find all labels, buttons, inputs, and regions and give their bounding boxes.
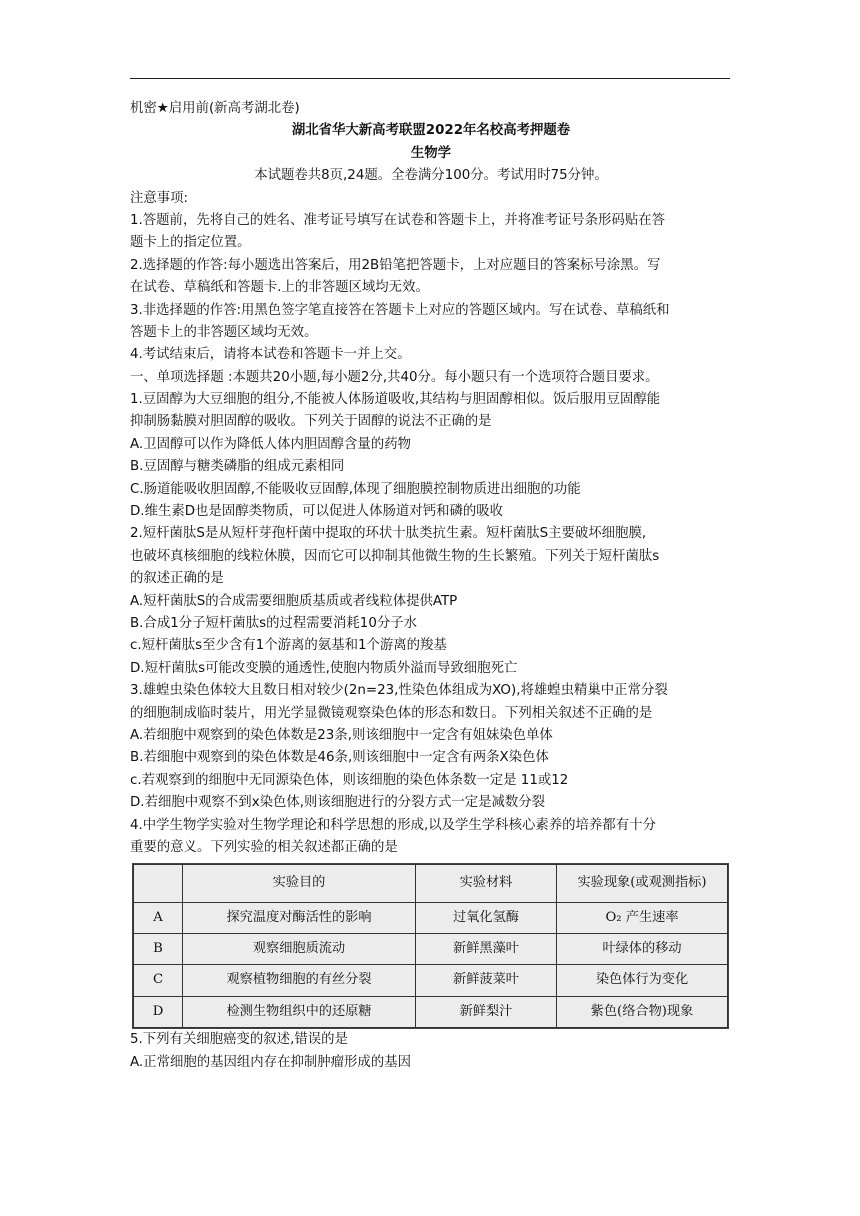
table-row <box>134 902 728 933</box>
confidential-label: 机密★启用前(新高考湖北卷) <box>130 101 300 116</box>
table-header-cell: 实验目的 <box>183 865 416 902</box>
exam-title: 湖北省华大新高考联盟2022年名校高考押题卷 <box>291 123 571 139</box>
question-line: 5.下列有关细胞癌变的叙述,错误的是 <box>130 1032 348 1048</box>
notice-line: 2.选择题的作答:每小题选出答案后，用2B铅笔把答题卡，上对应题目的答案标号涂黑。写 <box>130 257 661 273</box>
question-line: 的叙述正确的是 <box>130 571 224 587</box>
table-header-row <box>134 865 728 902</box>
question-line: c.若观察到的细胞中无同源染色体，则该细胞的染色体条数一定是 11或12 <box>130 772 569 788</box>
question-line: 抑制肠黏膜对胆固醇的吸收。下列关于固醇的说法不正确的是 <box>130 414 492 430</box>
question-line: C.肠道能吸收胆固醇,不能吸收豆固醇,体现了细胞膜控制物质进出细胞的功能 <box>130 481 581 497</box>
exam-info: 本试题卷共8页,24题。全卷满分100分。考试用时75分钟。 <box>254 168 608 184</box>
table-row <box>134 934 728 965</box>
question-line: A.卫固醇可以作为降低人体内胆固醇含量的药物 <box>130 436 411 452</box>
table-cell: 观察植物细胞的有丝分裂 <box>183 965 416 996</box>
notice-list <box>130 210 732 367</box>
question-line: 2.短杆菌肽S是从短杆芽孢杆菌中提取的环状十肽类抗生素。短杆菌肽S主要破坏细胞膜, <box>130 526 647 542</box>
notice-line: 3.非选择题的作答:用黑色签字笔直接答在答题卡上对应的答题区域内。写在试卷、草稿纸和 <box>130 302 670 318</box>
table-cell: 探究温度对酶活性的影响 <box>183 902 416 933</box>
table-cell: 观察细胞质流动 <box>183 934 416 965</box>
question-line: D.若细胞中观察不到x染色体,则该细胞进行的分裂方式一定是减数分裂 <box>130 795 546 811</box>
question-line: A.正常细胞的基因组内存在抑制肿瘤形成的基因 <box>130 1054 411 1070</box>
table-cell: 新鲜梨汁 <box>416 996 557 1027</box>
notice-line: 题卡上的指定位置。 <box>130 235 251 251</box>
table-row <box>134 965 728 996</box>
section-intro: 一、单项选择题 :本题共20小题,每小题2分,共40分。每小题只有一个选项符合题目要求。 <box>130 369 659 385</box>
question-line: 4.中学生物学实验对生物学理论和科学思想的形成,以及学生学科核心素养的培养都有十分 <box>130 817 656 833</box>
question-list-after-table <box>130 1029 732 1074</box>
table-cell: 过氧化氢酶 <box>416 902 557 933</box>
question-line: 3.雄蝗虫染色体较大且数日相对较少(2n=23,性染色体组成为XO),将雄蝗虫精巢中正常分裂 <box>130 683 668 699</box>
table-cell: B <box>134 934 183 965</box>
question-line: A.短杆菌肽S的合成需要细胞质基质或者线粒体提供ATP <box>130 593 458 609</box>
table-cell: 新鲜菠菜叶 <box>416 965 557 996</box>
exam-subject: 生物学 <box>410 145 452 161</box>
experiment-table <box>133 864 728 1028</box>
exam-page <box>130 98 732 1074</box>
question-line: B.豆固醇与糖类磷脂的组成元素相同 <box>130 459 345 475</box>
table-header-cell: 实验材料 <box>416 865 557 902</box>
question-line: B.合成1分子短杆菌肽s的过程需要消耗10分子水 <box>130 615 418 631</box>
question-line: B.若细胞中观察到的染色体数是46条,则该细胞中一定含有两条X染色体 <box>130 750 549 766</box>
notice-line: 1.答题前，先将自己的姓名、准考证号填写在试卷和答题卡上，并将准考证号条形码贴在答 <box>130 212 666 228</box>
table-cell: C <box>134 965 183 996</box>
table-cell: 检测生物组织中的还原糖 <box>183 996 416 1027</box>
question-list <box>130 389 732 859</box>
notice-heading: 注意事项: <box>130 190 189 206</box>
table-cell: O₂ 产生速率 <box>557 902 728 933</box>
table-cell: 紫色(络合物)现象 <box>557 996 728 1027</box>
question-line: D.短杆菌肽s可能改变膜的通透性,使胞内物质外溢而导致细胞死亡 <box>130 660 518 676</box>
question-line: D.维生素D也是固醇类物质，可以促进人体肠道对钙和磷的吸收 <box>130 504 504 520</box>
table-header-cell: 实验现象(或观测指标) <box>557 865 728 902</box>
top-rule <box>130 78 730 79</box>
question-line: A.若细胞中观察到的染色体数是23条,则该细胞中一定含有姐妹染色单体 <box>130 727 553 743</box>
table-cell: A <box>134 902 183 933</box>
table-header-cell <box>134 865 183 902</box>
notice-line: 答题卡上的非答题区域均无效。 <box>130 324 318 340</box>
question-line: 重要的意义。下列实验的相关叙述都正确的是 <box>130 839 398 855</box>
question-line: 1.豆固醇为大豆细胞的组分,不能被人体肠道吸收,其结构与胆固醇相似。饭后服用豆固醇能 <box>130 392 661 408</box>
question-line: c.短杆菌肽s至少含有1个游离的氨基和1个游离的羧基 <box>130 638 447 654</box>
notice-line: 4.考试结束后，请将本试卷和答题卡一并上交。 <box>130 347 411 363</box>
table-cell: 染色体行为变化 <box>557 965 728 996</box>
table-cell: D <box>134 996 183 1027</box>
experiment-table-image <box>132 863 729 1029</box>
question-line: 也破坏真核细胞的线粒休膜，因而它可以抑制其他微生物的生长繁殖。下列关于短杆菌肽s <box>130 548 660 564</box>
table-cut-text <box>133 1025 281 1029</box>
table-cell: 叶绿体的移动 <box>557 934 728 965</box>
table-cell: 新鲜黑藻叶 <box>416 934 557 965</box>
notice-line: 在试卷、草稿纸和答题卡.上的非答题区域均无效。 <box>130 280 429 296</box>
table-row <box>134 996 728 1027</box>
question-line: 的细胞制成临时装片，用光学显微镜观察染色体的形态和数日。下列相关叙述不正确的是 <box>130 705 653 721</box>
